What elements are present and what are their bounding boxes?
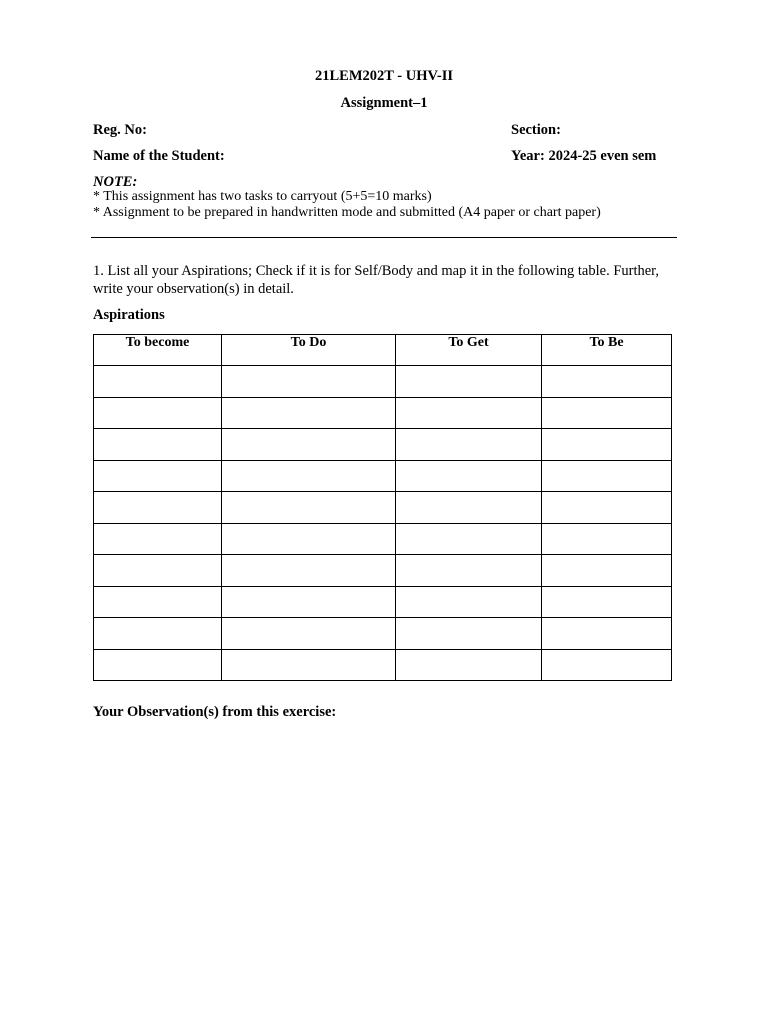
table-header-row — [94, 335, 672, 366]
student-name-label: Name of the Student: — [93, 148, 225, 164]
table-cell — [542, 460, 672, 492]
table-row — [94, 429, 672, 461]
aspirations-heading: Aspirations — [93, 307, 165, 323]
table-row — [94, 366, 672, 398]
table-cell — [222, 555, 396, 587]
divider — [91, 237, 677, 238]
assignment-title: Assignment–1 — [340, 95, 428, 111]
table-cell — [542, 586, 672, 618]
table-cell — [542, 492, 672, 524]
table-cell — [94, 366, 222, 398]
table-row — [94, 586, 672, 618]
table-cell — [94, 618, 222, 650]
section-label: Section: — [511, 122, 561, 138]
column-header-to-get: To Get — [396, 335, 542, 366]
table-cell — [542, 397, 672, 429]
table-cell — [542, 429, 672, 461]
table-cell — [94, 649, 222, 681]
table-cell — [222, 397, 396, 429]
table-row — [94, 649, 672, 681]
table-cell — [222, 523, 396, 555]
note-title: NOTE: — [93, 174, 138, 190]
table-cell — [396, 555, 542, 587]
table-cell — [542, 649, 672, 681]
aspirations-table — [93, 334, 672, 681]
table-cell — [94, 555, 222, 587]
table-cell — [542, 366, 672, 398]
reg-no-label: Reg. No: — [93, 122, 147, 138]
note-line: * Assignment to be prepared in handwritten mode and submitted (A4 paper or chart paper) — [93, 205, 601, 220]
table-cell — [396, 523, 542, 555]
table-cell — [222, 649, 396, 681]
table-cell — [396, 460, 542, 492]
table-cell — [222, 492, 396, 524]
table-row — [94, 397, 672, 429]
table-cell — [222, 429, 396, 461]
table-row — [94, 555, 672, 587]
note-line: * This assignment has two tasks to carryout (5+5=10 marks) — [93, 189, 432, 204]
table-cell — [396, 429, 542, 461]
column-header-to-do: To Do — [222, 335, 396, 366]
table-cell — [542, 523, 672, 555]
table-cell — [542, 555, 672, 587]
table-row — [94, 618, 672, 650]
table-cell — [94, 586, 222, 618]
table-cell — [396, 397, 542, 429]
table-cell — [94, 397, 222, 429]
table-row — [94, 460, 672, 492]
table-cell — [94, 523, 222, 555]
table-row — [94, 523, 672, 555]
table-cell — [222, 460, 396, 492]
table-cell — [396, 618, 542, 650]
course-code-title: 21LEM202T - UHV-II — [314, 68, 454, 84]
column-header-to-become: To become — [94, 335, 222, 366]
observation-label: Your Observation(s) from this exercise: — [93, 704, 337, 720]
table-cell — [94, 429, 222, 461]
table-cell — [222, 586, 396, 618]
table-cell — [396, 649, 542, 681]
aspirations-table-body — [94, 366, 672, 681]
table-cell — [222, 618, 396, 650]
table-cell — [396, 366, 542, 398]
year-label: Year: 2024-25 even sem — [511, 148, 657, 164]
table-cell — [94, 492, 222, 524]
table-cell — [222, 366, 396, 398]
table-row — [94, 492, 672, 524]
column-header-to-be: To Be — [542, 335, 672, 366]
table-cell — [94, 460, 222, 492]
table-cell — [542, 618, 672, 650]
table-cell — [396, 492, 542, 524]
task-question: 1. List all your Aspirations; Check if it is for Self/Body and map it in the following table. Further, write your observation(s) in detail. — [93, 263, 660, 297]
table-cell — [396, 586, 542, 618]
